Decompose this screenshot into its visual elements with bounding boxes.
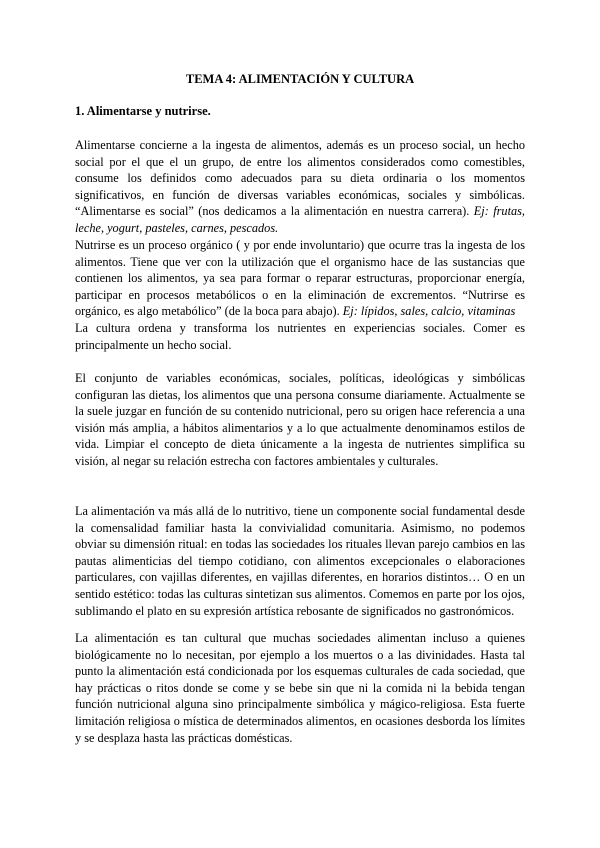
paragraph-nutrirse xyxy=(75,237,525,320)
paragraph-variables: El conjunto de variables económicas, sociales, políticas, ideológicas y simbólicas configuran las dietas, los alimentos que una persona consume diariamente. Actualmente se la suele juzgar en función de su contenido nutricional, pero su origen hace referencia a una visión más amplia, a hábitos alimentarios y a lo que actualmente denominamos estilos de vida. Limpiar el concepto de dieta únicamente a la ingesta de nutrientes simplifica su visión, al negar su relación estrecha con factores ambientales y culturales. xyxy=(75,371,525,468)
paragraph-text: Alimentarse concierne a la ingesta de alimentos, además es un proceso social, un hecho social por el que el un grupo, de entre los alimentos considerados como comestibles, consume los definidos como adecuados para su dieta ordinaria o los momentos significativos, en función de diversas variables económicas, sociales y simbólicas. “Alimentarse es social” (nos dedicamos a la alimentación en nuestra carrera). xyxy=(75,138,525,219)
paragraph-example: Ej: lípidos, sales, calcio, vitaminas xyxy=(342,304,516,319)
section-heading: 1. Alimentarse y nutrirse. xyxy=(75,104,211,118)
paragraph-social: La alimentación va más allá de lo nutritivo, tiene un componente social fundamental desde la comensalidad familiar hasta la convivialidad comunitaria. Asimismo, no podemos obviar su dimensión ritual: en todas las sociedades los rituales llevan parejo cambios en las pautas alimenticias del tiempo cotidiano, con alimentos excepcionales o elaboraciones particulares, con vajillas diferentes, en vajillas diferentes, en horarios distintos… O en un sentido estético: todas las culturas sintetizan sus alimentos. Comemos en parte por los ojos, sublimando el plato en su expresión artística rebosante de significados no gastronómicos. xyxy=(75,504,525,618)
document-title: TEMA 4: ALIMENTACIÓN Y CULTURA xyxy=(185,72,415,86)
paragraph-cultura: La cultura ordena y transforma los nutrientes en experiencias sociales. Comer es principalmente un hecho social. xyxy=(75,321,525,352)
paragraph-text: Nutrirse es un proceso orgánico ( y por ende involuntario) que ocurre tras la ingesta de los alimentos. Tiene que ver con la utilización que el organismo hace de las sustancias que contienen los alimentos, ya sea para formar o reparar estructuras, proporcionar energía, participar en procesos metabólicos o en la eliminación de excrementos. “Nutrirse es orgánico, es algo metabólico” (de la boca para abajo). xyxy=(75,238,525,319)
paragraph-cultural: La alimentación es tan cultural que muchas sociedades alimentan incluso a quienes biológicamente no lo necesitan, por ejemplo a los muertos o a las divinidades. Hasta tal punto la alimentación está condicionada por los esquemas culturales de cada sociedad, que hay prácticas o ritos donde se come y se bebe sin que ni la comida ni la bebida tengan función nutricional alguna sino principalmente simbólica y mágico-religiosa. Esta fuerte limitación religiosa o mística de determinados alimentos, en ocasiones desborda los límites y se desplaza hasta las prácticas domésticas. xyxy=(75,631,525,745)
paragraph-alimentarse xyxy=(75,137,525,237)
paragraph-example: Ej: frutas, leche, yogurt, pasteles, carnes, pescados. xyxy=(75,204,526,235)
